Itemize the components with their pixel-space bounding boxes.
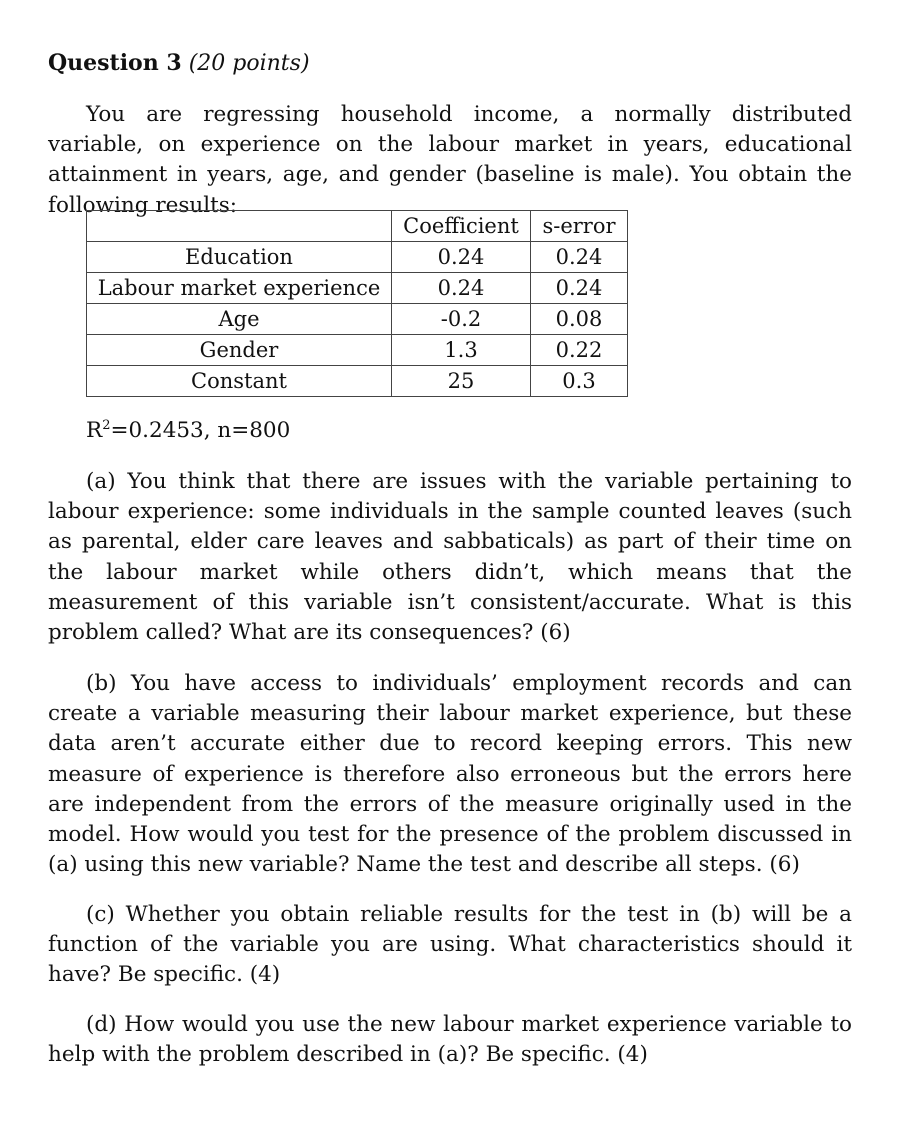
table-row (87, 335, 628, 366)
row-s-error: 0.3 (531, 366, 628, 397)
table-header-s-error: s-error (531, 211, 628, 242)
table-header-blank (87, 211, 392, 242)
question-points: (20 points) (188, 51, 310, 76)
r-squared-label: R (86, 418, 103, 443)
part-b-paragraph: (b) You have access to individuals’ employment records and can create a variable measuring their labour market experience, but these data aren’t accurate either due to record keeping errors. This new measure of experience is therefore also erroneous but the errors here are independent from the errors of the measure originally used in the model. How would you test for the presence of the problem discussed in (a) using this new variable? Name the test and describe all steps. (6) (48, 671, 852, 878)
row-label: Constant (87, 366, 392, 397)
table-row (87, 304, 628, 335)
table-header-coefficient: Coefficient (392, 211, 531, 242)
intro-paragraph: You are regressing household income, a normally distributed variable, on experience on the labour market in years, educational attainment in years, age, and gender (baseline is male). You obtain the following results: (48, 102, 852, 218)
regression-table (86, 210, 628, 397)
model-stats-values: =0.2453, n=800 (110, 418, 291, 443)
table-row (87, 366, 628, 397)
row-label: Gender (87, 335, 392, 366)
r-squared-exponent: 2 (102, 418, 111, 433)
table-row (87, 273, 628, 304)
table-header-row (87, 211, 628, 242)
row-coefficient: 1.3 (392, 335, 531, 366)
row-label: Education (87, 242, 392, 273)
row-label: Age (87, 304, 392, 335)
row-s-error: 0.24 (531, 273, 628, 304)
question-title: Question 3 (48, 50, 182, 76)
model-statistics (86, 418, 290, 443)
question-heading (48, 50, 310, 76)
row-coefficient: 0.24 (392, 273, 531, 304)
row-coefficient: -0.2 (392, 304, 531, 335)
table-row (87, 242, 628, 273)
part-d-paragraph: (d) How would you use the new labour market experience variable to help with the problem described in (a)? Be specific. (4) (48, 1012, 852, 1068)
part-c-paragraph: (c) Whether you obtain reliable results for the test in (b) will be a function of the variable you are using. What characteristics should it have? Be specific. (4) (48, 902, 852, 988)
row-coefficient: 0.24 (392, 242, 531, 273)
row-s-error: 0.22 (531, 335, 628, 366)
row-label: Labour market experience (87, 273, 392, 304)
row-s-error: 0.08 (531, 304, 628, 335)
row-s-error: 0.24 (531, 242, 628, 273)
part-a-paragraph: (a) You think that there are issues with the variable pertaining to labour experience: some individuals in the sample counted leaves (such as parental, elder care leaves and sabbaticals) as part of their time on the labour market while others didn’t, which means that the measurement of this variable isn’t consistent/accurate. What is this problem called? What are its consequences? (6) (48, 469, 852, 646)
row-coefficient: 25 (392, 366, 531, 397)
